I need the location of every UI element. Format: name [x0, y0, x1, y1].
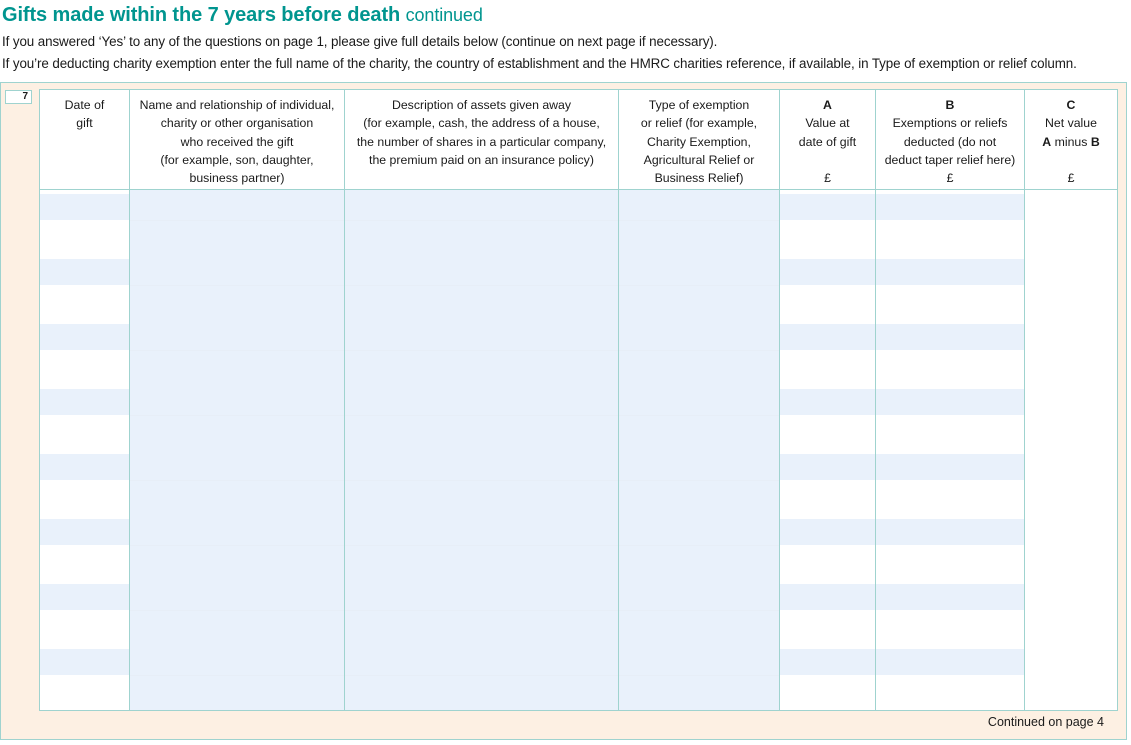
header-c-formula-mid: minus: [1051, 134, 1091, 149]
description-column[interactable]: [345, 190, 619, 710]
row-separator: [130, 285, 344, 286]
gifts-panel: [0, 82, 1127, 740]
net-value-c-column[interactable]: [1025, 190, 1117, 710]
row-separator: [345, 350, 618, 351]
recipient-column[interactable]: [130, 190, 345, 710]
date-of-gift-column[interactable]: [40, 190, 130, 710]
continued-note: Continued on page 4: [987, 715, 1104, 729]
row-separator: [345, 545, 618, 546]
header-c-currency: £: [1067, 170, 1075, 185]
header-exemptions-b: [876, 90, 1025, 190]
header-name: [130, 90, 345, 190]
header-b-currency: £: [946, 170, 954, 185]
row-separator: [345, 220, 618, 221]
row-separator: [345, 285, 618, 286]
gifts-table: [39, 89, 1118, 711]
intro-text-2: If you’re deducting charity exemption enter the full name of the charity, the country of establishment and the HMRC charities reference, if available, in Type of exemption or relief column.: [2, 56, 1077, 71]
header-c-formula-a: A: [1042, 134, 1052, 149]
question-number: 7: [5, 90, 32, 104]
row-separator: [619, 545, 779, 546]
intro-text-1: If you answered ‘Yes’ to any of the questions on page 1, please give full details below (continue on next page if necessary).: [2, 34, 718, 49]
value-a-column[interactable]: [780, 190, 876, 710]
header-c-formula-b: B: [1090, 134, 1100, 149]
row-separator: [130, 220, 344, 221]
row-separator: [619, 675, 779, 676]
exemption-type-column[interactable]: [619, 190, 780, 710]
row-separator: [130, 415, 344, 416]
page-title-suffix: continued: [405, 5, 483, 25]
row-separator: [130, 480, 344, 481]
header-value-a: [780, 90, 876, 190]
header-date-label: Date of gift: [64, 98, 105, 131]
header-c-letter: C: [1066, 98, 1076, 112]
page-title-text: Gifts made within the 7 years before death: [2, 4, 401, 26]
header-name-label: Name and relationship of individual, charity or other organisation who received the gift (for example, son, daughter, business partner): [139, 98, 335, 186]
row-separator: [619, 480, 779, 481]
header-b-letter: B: [945, 98, 955, 112]
header-a-letter: A: [823, 98, 832, 112]
row-separator: [345, 675, 618, 676]
row-separator: [619, 415, 779, 416]
header-a-label: Value at date of gift: [798, 116, 857, 149]
header-c-label: Net value: [1045, 116, 1097, 131]
header-date: [40, 90, 130, 190]
row-separator: [619, 350, 779, 351]
row-separator: [130, 675, 344, 676]
header-net-c: [1025, 90, 1117, 190]
page-title: [2, 4, 483, 27]
row-separator: [619, 610, 779, 611]
row-separator: [619, 220, 779, 221]
header-type: [619, 90, 780, 190]
exemptions-b-column[interactable]: [876, 190, 1025, 710]
row-separator: [130, 350, 344, 351]
row-separator: [130, 545, 344, 546]
header-description: [345, 90, 619, 190]
row-separator: [619, 285, 779, 286]
header-a-currency: £: [824, 170, 831, 185]
header-type-label: Type of exemption or relief (for example, Charity Exemption, Agricultural Relief or Business Relief): [640, 98, 758, 186]
header-description-label: Description of assets given away (for example, cash, the address of a house, the number of shares in a particular company, the premium paid on an insurance policy): [356, 98, 607, 167]
row-separator: [345, 610, 618, 611]
row-separator: [345, 480, 618, 481]
row-separator: [130, 610, 344, 611]
header-c-formula: [1042, 133, 1099, 151]
row-separator: [345, 415, 618, 416]
header-b-label: Exemptions or reliefs deducted (do not deduct taper relief here): [884, 116, 1016, 167]
